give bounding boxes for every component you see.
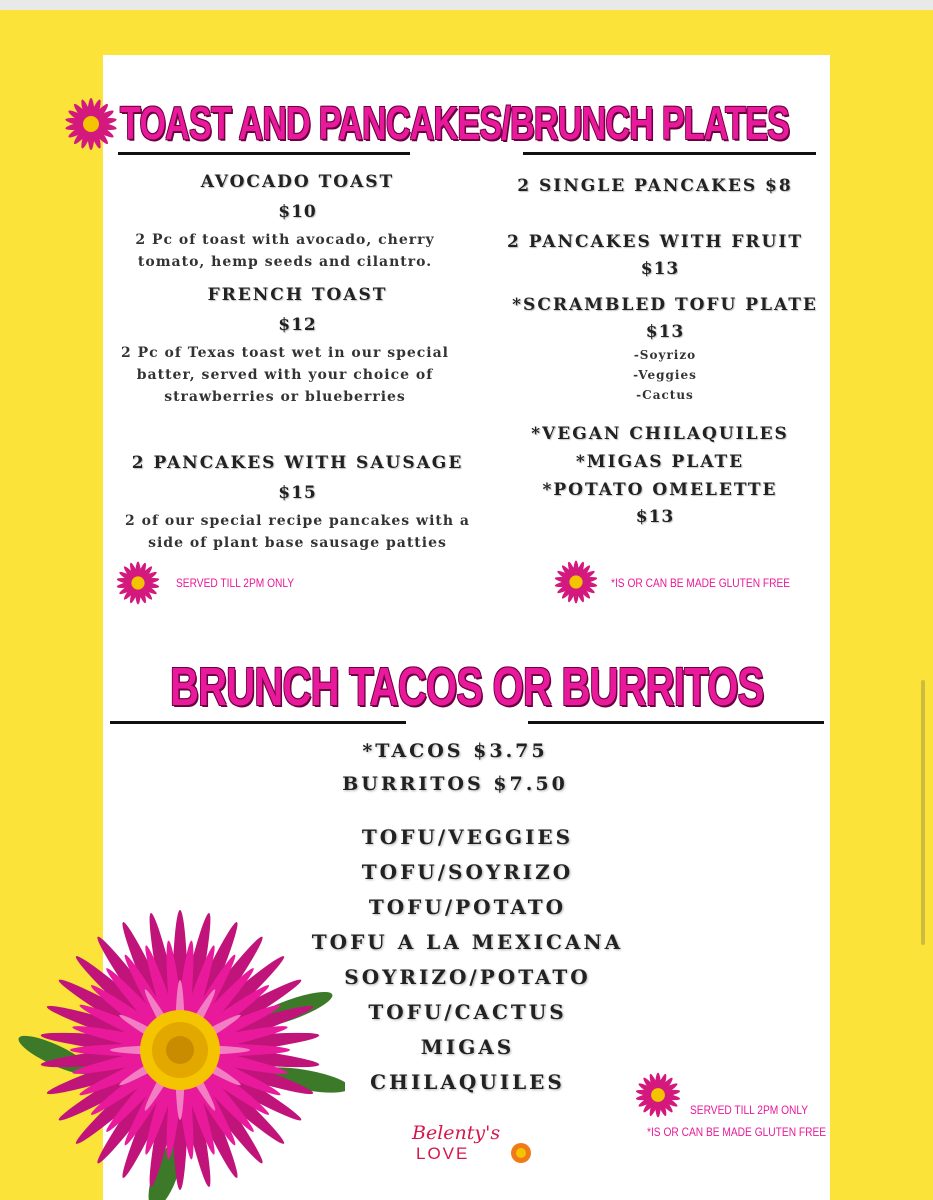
tacos-price: *TACOS $3.75 xyxy=(362,740,548,762)
avocado-toast-desc: 2 Pc of toast with avocado, cherry tomato, hemp seeds and cilantro. xyxy=(135,232,435,270)
chilaquiles-name: *VEGAN CHILAQUILES xyxy=(531,424,789,444)
tofu-option: -Veggies xyxy=(633,368,697,382)
title-underline-right xyxy=(523,152,816,155)
scrollbar[interactable] xyxy=(921,680,925,945)
avocado-toast-name: AVOCADO TOAST xyxy=(200,172,395,192)
tofu-option: -Cactus xyxy=(636,388,694,402)
tofu-option: -Soyrizo xyxy=(633,348,697,362)
filling-item: TOFU/SOYRIZO xyxy=(361,860,574,884)
french-toast-price: $12 xyxy=(278,315,317,335)
served-till-note: SERVED TILL 2PM ONLY xyxy=(176,576,295,590)
sausage-pancakes-desc: 2 of our special recipe pancakes with a side of plant base sausage patties xyxy=(125,513,470,551)
title-underline-left xyxy=(110,721,406,724)
logo-love: LOVE xyxy=(416,1144,470,1163)
flower-icon xyxy=(550,558,602,606)
avocado-toast-price: $10 xyxy=(278,202,317,222)
single-pancakes-name: 2 SINGLE PANCAKES $8 xyxy=(517,176,793,196)
gluten-free-note: *IS OR CAN BE MADE GLUTEN FREE xyxy=(647,1125,827,1139)
top-strip xyxy=(0,0,933,10)
filling-item: TOFU/CACTUS xyxy=(368,1000,567,1024)
section-title-tacos: BRUNCH TACOS OR BURRITOS xyxy=(170,657,764,717)
sun-flower-icon xyxy=(510,1142,532,1164)
title-underline-right xyxy=(528,721,824,724)
filling-item: TOFU A LA MEXICANA xyxy=(311,930,624,954)
tofu-plate-price: $13 xyxy=(645,322,685,342)
brand-logo xyxy=(412,1122,552,1177)
section-title-toast: TOAST AND PANCAKES/BRUNCH PLATES xyxy=(120,97,790,149)
filling-item: CHILAQUILES xyxy=(370,1070,565,1094)
sausage-pancakes-price: $15 xyxy=(278,483,317,503)
filling-item: SOYRIZO/POTATO xyxy=(344,965,591,989)
potato-omelette-name: *POTATO OMELETTE xyxy=(542,480,778,500)
large-flower-icon xyxy=(15,905,345,1200)
logo-name: Belenty's xyxy=(412,1122,501,1144)
burritos-price: BURRITOS $7.50 xyxy=(342,773,568,795)
tofu-plate-name: *SCRAMBLED TOFU PLATE xyxy=(512,295,818,315)
french-toast-name: FRENCH TOAST xyxy=(207,285,388,305)
fruit-pancakes-name: 2 PANCAKES WITH FRUIT xyxy=(507,232,803,252)
migas-plate-name: *MIGAS PLATE xyxy=(575,452,745,472)
flower-icon xyxy=(112,559,164,607)
flower-icon xyxy=(62,95,120,153)
fruit-pancakes-price: $13 xyxy=(640,259,680,279)
flower-icon xyxy=(632,1070,684,1120)
filling-item: MIGAS xyxy=(420,1035,515,1059)
title-underline-left xyxy=(118,152,410,155)
gluten-free-note: *IS OR CAN BE MADE GLUTEN FREE xyxy=(611,576,791,590)
served-till-note: SERVED TILL 2PM ONLY xyxy=(690,1103,809,1117)
french-toast-desc: 2 Pc of Texas toast wet in our special batter, served with your choice of strawberries or blueberries xyxy=(120,345,449,405)
combo-price: $13 xyxy=(635,507,675,527)
sausage-pancakes-name: 2 PANCAKES WITH SAUSAGE xyxy=(131,453,464,473)
filling-item: TOFU/POTATO xyxy=(368,895,567,919)
filling-item: TOFU/VEGGIES xyxy=(361,825,574,849)
